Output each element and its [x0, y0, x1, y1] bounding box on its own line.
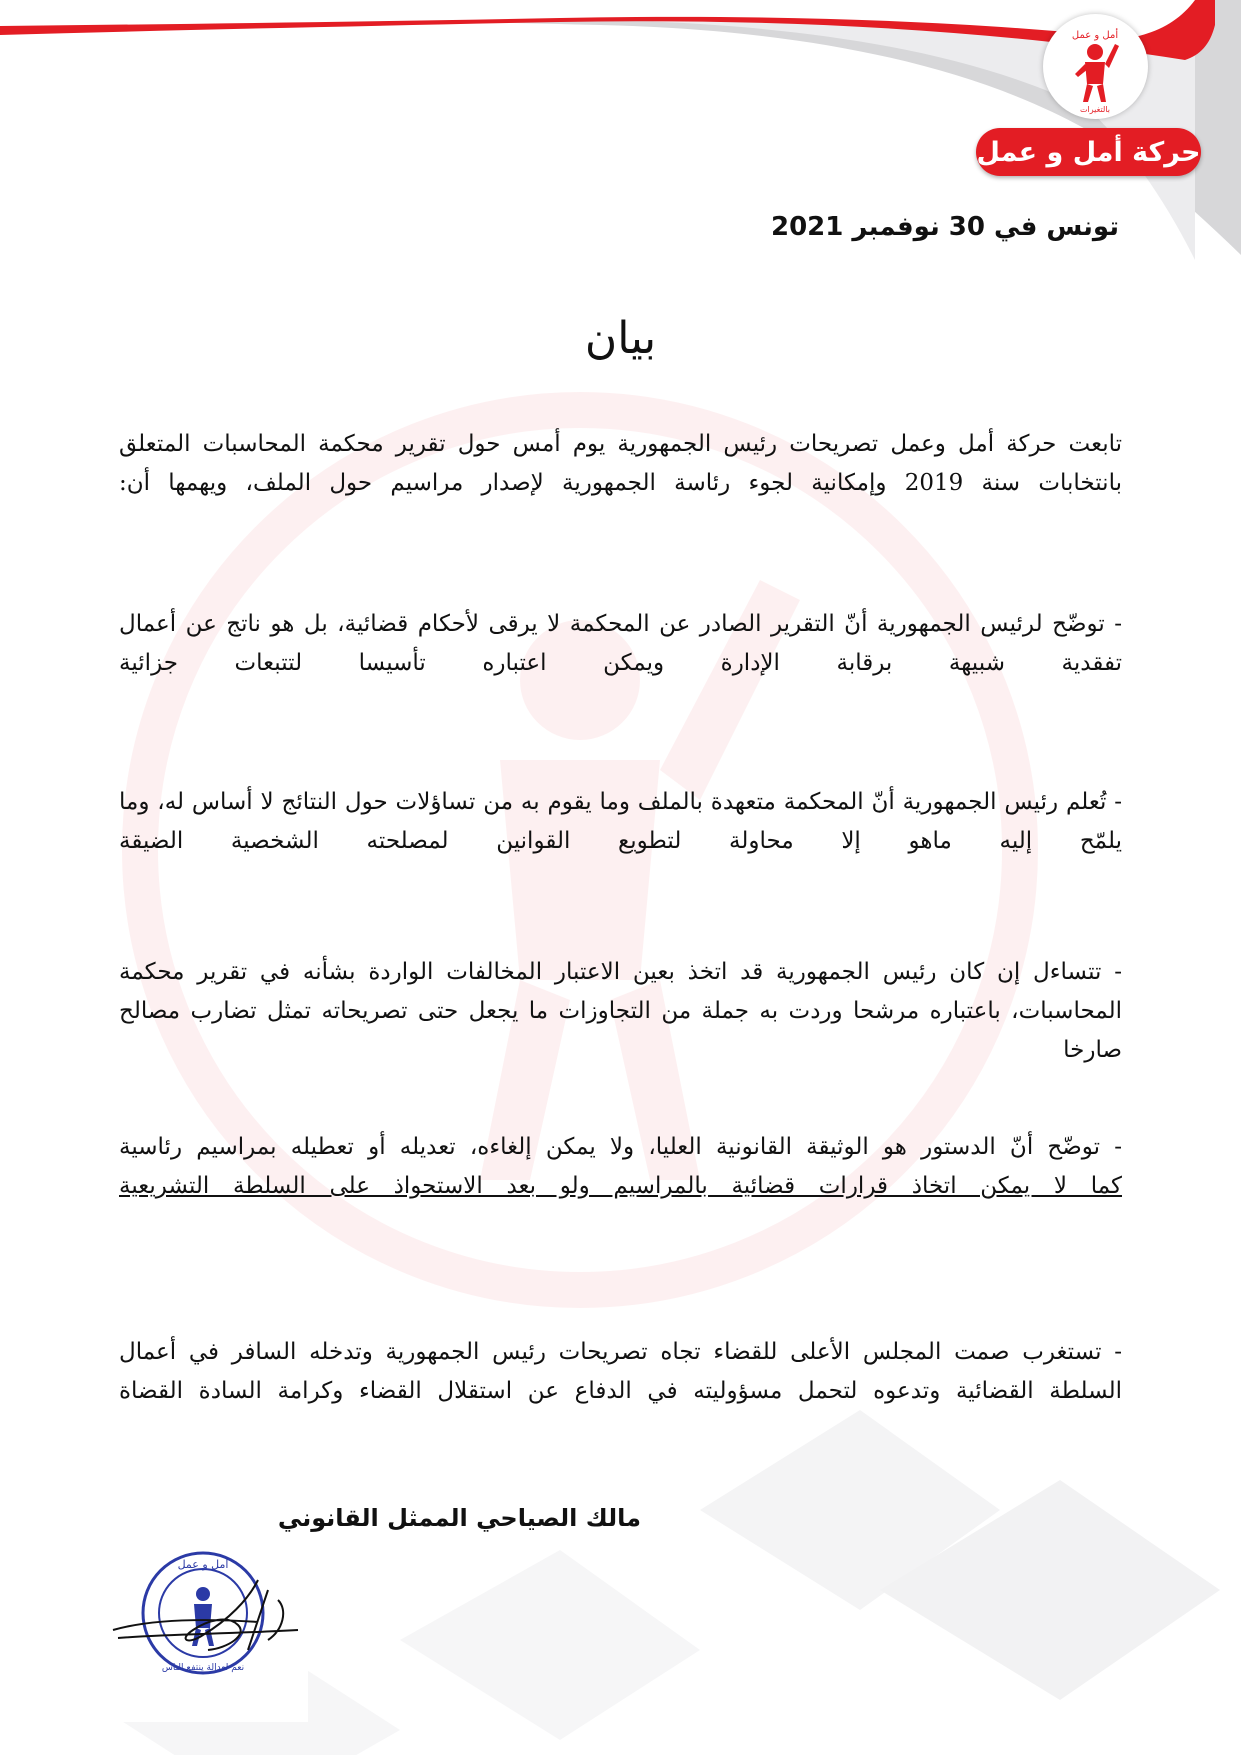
- point-paragraph: - تستغرب صمت المجلس الأعلى للقضاء تجاه تصريحات رئيس الجمهورية وتدخله السافر في أعمال السلطة القضائية وتدعوه لتحمل مسؤوليته في الدفاع عن استقلال القضاء وكرامة السادة القضاة: [119, 1339, 1122, 1404]
- date-line: تونس في 30 نوفمبر 2021: [771, 212, 1119, 242]
- point-paragraph-text: - توضّح أنّ الدستور هو الوثيقة القانونية العليا، ولا يمكن إلغاءه، تعديله أو تعطيله بمراسيم رئاسية: [119, 1134, 1122, 1160]
- point-paragraph-continuation: كما لا يمكن اتخاذ قرارات قضائية بالمراسيم ولو بعد الاستحواذ على السلطة التشريعية: [119, 1173, 1122, 1199]
- document-title: بيان: [584, 313, 657, 364]
- point-paragraph: [119, 1128, 1122, 1206]
- stamp-bottom-text: نعم لعدالة ينتفع الناس: [161, 1663, 245, 1673]
- signatory-name: مالك الصياحي الممثل القانوني: [277, 1504, 641, 1532]
- handwritten-signature: [108, 1560, 308, 1670]
- point-paragraph: - تتساءل إن كان رئيس الجمهورية قد اتخذ بعين الاعتبار المخالفات الواردة بشأنه في تقرير محكمة المحاسبات، باعتباره مرشحا وردت به جملة من التجاوزات ما يجعل حتى تصريحاته تمثل تضارب مصالح صارخا: [119, 959, 1122, 1063]
- stamp-top-text: أمل و عمل: [177, 1558, 229, 1571]
- intro-paragraph: تابعت حركة أمل وعمل تصريحات رئيس الجمهورية يوم أمس حول تقرير محكمة المحاسبات المتعلق بانتخابات سنة 2019 وإمكانية لجوء رئاسة الجمهورية لإصدار مراسيم حول الملف، ويهمها أن:: [119, 431, 1122, 496]
- person-icon: [1043, 14, 1148, 119]
- point-paragraph: - تُعلم رئيس الجمهورية أنّ المحكمة متعهدة بالملف وما يقوم به من تساؤلات حول النتائج لا أساس له، وما يلمّح إليه ماهو إلا محاولة لتطويع القوانين لمصلحته الشخصية الضيقة: [119, 789, 1122, 854]
- logo-name-text: أمل و عمل: [1071, 30, 1119, 41]
- brand-name-badge: حركة أمل و عمل: [976, 128, 1201, 176]
- party-logo: [1043, 14, 1148, 119]
- logo-slogan-text: بالتغيرات: [1080, 105, 1110, 114]
- point-paragraph: - توضّح لرئيس الجمهورية أنّ التقرير الصادر عن المحكمة لا يرقى لأحكام قضائية، بل هو ناتج عن أعمال تفقدية شبيهة برقابة الإدارة ويمكن اعتباره تأسيسا لتتبعات جزائية: [119, 611, 1122, 676]
